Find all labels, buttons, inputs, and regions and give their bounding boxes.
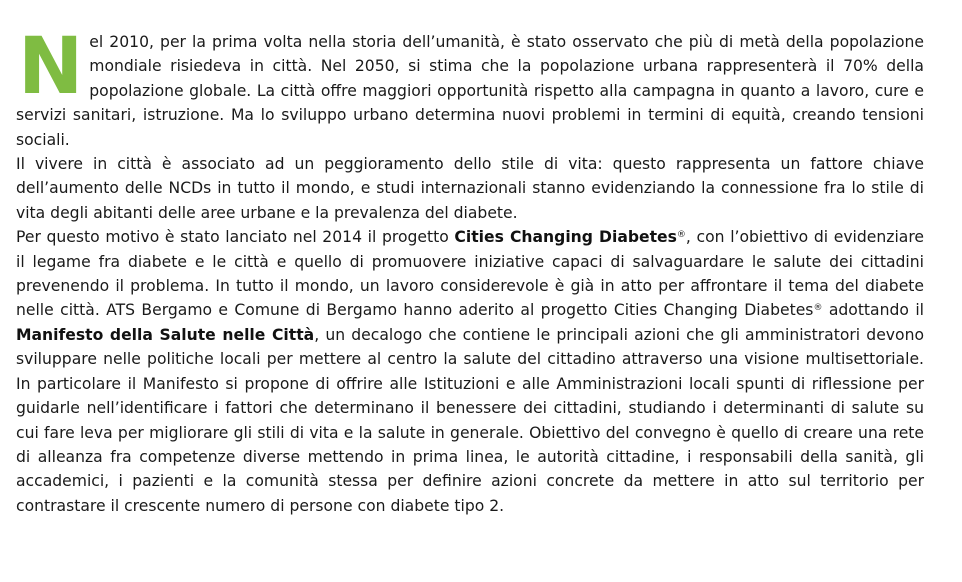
project-text-3: adottando il bbox=[822, 301, 924, 320]
paragraph-project bbox=[16, 225, 924, 518]
article-body bbox=[16, 22, 924, 518]
project-name-bold: Cities Changing Diabetes bbox=[454, 228, 677, 247]
project-text-1: Per questo motivo è stato lanciato nel 2014 il progetto bbox=[16, 228, 455, 247]
drop-cap: N bbox=[18, 22, 82, 112]
paragraph-intro-text: el 2010, per la prima volta nella storia dell’umanità, è stato osservato che più di metà della popolazione mondiale risiedeva in città. Nel 2050, si stima che la popolazione urbana rappresenterà il 70% della popolazione globale. La città offre maggiori opportunità rispetto alla campagna in quanto a lavoro, cure e servizi sanitari, istruzione. Ma lo sviluppo urbano determina nuovi problemi in termini di equità, creando tensioni sociali. bbox=[16, 33, 924, 149]
paragraph-lifestyle bbox=[16, 152, 924, 225]
project-text-4: , un decalogo che contiene le principali azioni che gli amministratori devono sviluppare nelle politiche locali per mettere al centro la salute del cittadino attraverso una visione multisettoriale. In particolare il Manifesto si propone di offrire alle Istituzioni e alle Amministrazioni locali spunti di riflessione per guidarle nell’identificare i fattori che determinano il benessere dei cittadini, studiando i determinanti di salute su cui fare leva per migliorare gli stili di vita e la salute in generale. Obiettivo del convegno è quello di creare una rete di alleanza fra competenze diverse mettendo in prima linea, le autorità cittadine, i responsabili della sanità, gli accademici, i pazienti e la comunità stessa per definire azioni concrete da mettere in atto sul territorio per contrastare il crescente numero di persone con diabete tipo 2. bbox=[16, 325, 924, 515]
registered-mark: ® bbox=[676, 230, 686, 241]
project-text-2: , con l’obiettivo di evidenziare il legame fra diabete e le città e quello di promuovere iniziative capaci di salvaguardare le salute dei cittadini prevenendo il problema. In tutto il mondo, un lavoro considerevole è già in atto per affrontare il tema del diabete nelle città. ATS Bergamo e Comune di Bergamo hanno aderito al progetto Cities Changing Diabetes bbox=[16, 228, 924, 320]
manifesto-name-bold: Manifesto della Salute nelle Città bbox=[16, 325, 315, 344]
paragraph-intro bbox=[16, 22, 924, 152]
paragraph-lifestyle-text: Il vivere in città è associato ad un peggioramento dello stile di vita: questo rappresenta un fattore chiave dell’aumento delle NCDs in tutto il mondo, e studi internazionali stanno evidenziando la connessione fra lo stile di vita degli abitanti delle aree urbane e la prevalenza del diabete. bbox=[16, 155, 924, 222]
registered-mark: ® bbox=[813, 303, 823, 314]
